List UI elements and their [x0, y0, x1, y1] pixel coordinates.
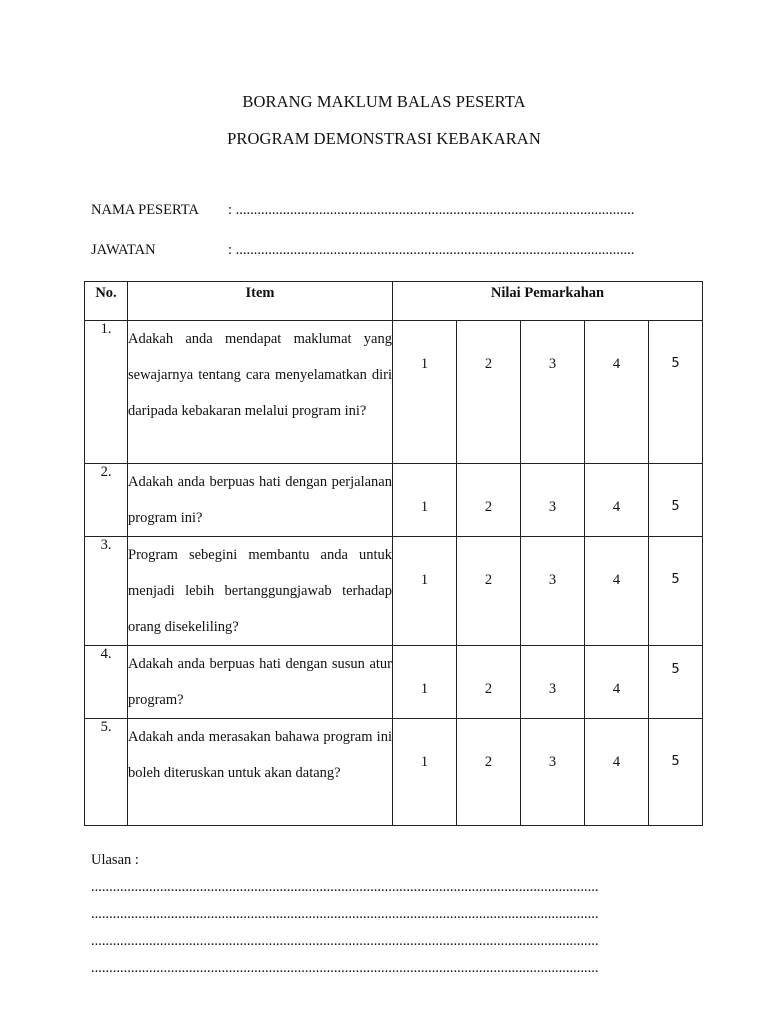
form-title: BORANG MAKLUM BALAS PESERTA	[242, 92, 526, 111]
score-5: 5	[671, 662, 680, 677]
score-1: 1	[420, 754, 429, 770]
score-cell-2[interactable]	[457, 464, 521, 537]
score-cell-4[interactable]	[585, 464, 649, 537]
row-number: 4.	[85, 646, 128, 719]
score-cell-1[interactable]	[393, 321, 457, 464]
score-3: 3	[548, 499, 557, 515]
table-row	[85, 719, 703, 826]
score-cell-1[interactable]	[393, 537, 457, 646]
score-2: 2	[484, 356, 493, 372]
score-5: 5	[671, 499, 680, 514]
score-1: 1	[420, 356, 429, 372]
score-cell-3[interactable]	[521, 646, 585, 719]
score-cell-2[interactable]	[457, 537, 521, 646]
table-row	[85, 321, 703, 464]
score-cell-4[interactable]	[585, 646, 649, 719]
score-1: 1	[420, 572, 429, 588]
score-5: 5	[671, 356, 680, 371]
score-2: 2	[484, 681, 493, 697]
position-label: JAWATAN	[91, 242, 156, 258]
position-field[interactable]: : ..............................................................................................................	[228, 242, 635, 258]
score-cell-5[interactable]	[649, 646, 703, 719]
score-cell-1[interactable]	[393, 464, 457, 537]
comment-line-3[interactable]: ............................................................................................................................................	[91, 933, 599, 949]
score-4: 4	[612, 356, 621, 372]
score-4: 4	[612, 754, 621, 770]
score-cell-3[interactable]	[521, 464, 585, 537]
score-cell-5[interactable]	[649, 321, 703, 464]
score-cell-4[interactable]	[585, 719, 649, 826]
score-1: 1	[420, 681, 429, 697]
header-item: Item	[128, 282, 393, 321]
table-row	[85, 646, 703, 719]
score-4: 4	[612, 572, 621, 588]
row-number: 3.	[85, 537, 128, 646]
form-subtitle: PROGRAM DEMONSTRASI KEBAKARAN	[227, 129, 541, 148]
header-no: No.	[85, 282, 128, 321]
row-number: 2.	[85, 464, 128, 537]
name-field[interactable]: : ..............................................................................................................	[228, 202, 635, 218]
score-cell-3[interactable]	[521, 719, 585, 826]
header-rating: Nilai Pemarkahan	[393, 282, 703, 321]
score-3: 3	[548, 754, 557, 770]
comment-line-2[interactable]: ............................................................................................................................................	[91, 906, 599, 922]
score-4: 4	[612, 681, 621, 697]
score-cell-2[interactable]	[457, 646, 521, 719]
score-cell-4[interactable]	[585, 321, 649, 464]
score-3: 3	[548, 356, 557, 372]
score-cell-5[interactable]	[649, 464, 703, 537]
score-cell-2[interactable]	[457, 719, 521, 826]
score-2: 2	[484, 499, 493, 515]
score-cell-2[interactable]	[457, 321, 521, 464]
score-cell-3[interactable]	[521, 537, 585, 646]
score-cell-1[interactable]	[393, 719, 457, 826]
score-4: 4	[612, 499, 621, 515]
score-1: 1	[420, 499, 429, 515]
row-item: Adakah anda mendapat maklumat yang sewajarnya tentang cara menyelamatkan diri daripada kebakaran melalui program ini?	[128, 321, 393, 464]
row-item: Adakah anda berpuas hati dengan susun atur program?	[128, 646, 393, 719]
row-item: Program sebegini membantu anda untuk menjadi lebih bertanggungjawab terhadap orang disekeliling?	[128, 537, 393, 646]
comment-line-4[interactable]: ............................................................................................................................................	[91, 960, 599, 976]
comment-line-1[interactable]: ............................................................................................................................................	[91, 879, 599, 895]
score-5: 5	[671, 572, 680, 587]
score-2: 2	[484, 572, 493, 588]
score-3: 3	[548, 572, 557, 588]
rating-table	[84, 281, 703, 826]
score-cell-4[interactable]	[585, 537, 649, 646]
score-cell-1[interactable]	[393, 646, 457, 719]
score-2: 2	[484, 754, 493, 770]
score-3: 3	[548, 681, 557, 697]
row-number: 1.	[85, 321, 128, 464]
table-header-row	[85, 282, 703, 321]
comments-label: Ulasan :	[91, 852, 139, 868]
score-5: 5	[671, 754, 680, 769]
name-label: NAMA PESERTA	[91, 202, 199, 218]
row-item: Adakah anda merasakan bahawa program ini boleh diteruskan untuk akan datang?	[128, 719, 393, 826]
table-row	[85, 464, 703, 537]
row-item: Adakah anda berpuas hati dengan perjalanan program ini?	[128, 464, 393, 537]
table-row	[85, 537, 703, 646]
row-number: 5.	[85, 719, 128, 826]
score-cell-5[interactable]	[649, 537, 703, 646]
score-cell-3[interactable]	[521, 321, 585, 464]
score-cell-5[interactable]	[649, 719, 703, 826]
